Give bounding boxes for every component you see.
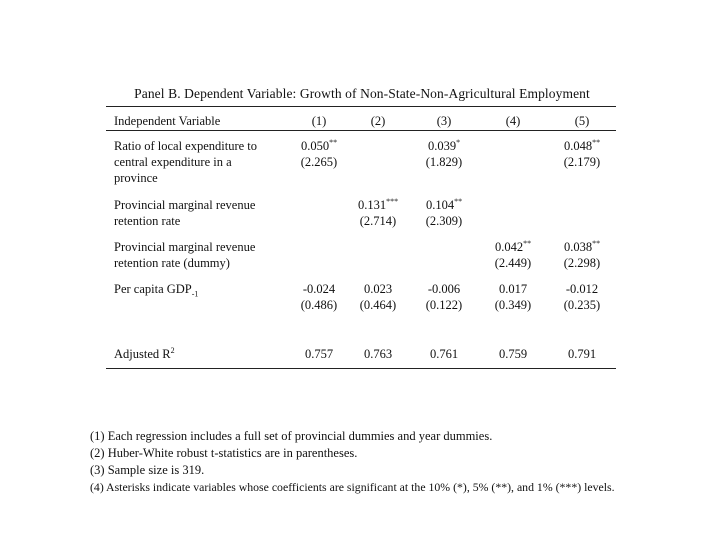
note-1: (1) Each regression includes a full set of provincial dummies and year dummies. — [90, 429, 493, 443]
header-col-2: (2) — [370, 114, 386, 128]
row-marginal-label-1: Provincial marginal revenue — [114, 198, 256, 212]
row-r2-c5: 0.791 — [567, 347, 597, 361]
row-gdp-coef-c4: 0.017 — [498, 282, 528, 296]
row-marginal-coef-c3: 0.104** — [425, 196, 463, 212]
row-ratio-label-1: Ratio of local expenditure to — [114, 139, 258, 153]
row-ratio-label-2: central expenditure in a — [114, 155, 232, 169]
row-gdp-coef-c1: -0.024 — [302, 282, 336, 296]
top-rule — [106, 106, 616, 107]
header-rule — [106, 130, 616, 131]
note-4: (4) Asterisks indicate variables whose coefficients are significant at the 10% (*), 5% (**), and 1% (***) levels. — [90, 480, 615, 494]
panel-title: Panel B. Dependent Variable: Growth of Non-State-Non-Agricultural Employment — [134, 86, 590, 101]
row-r2-c2: 0.763 — [363, 347, 393, 361]
row-ratio-t-c5: (2.179) — [563, 155, 601, 169]
row-ratio-coef-c1: 0.050** — [300, 137, 338, 153]
row-gdp-coef-c3: -0.006 — [427, 282, 461, 296]
header-label: Independent Variable — [114, 114, 221, 128]
row-gdp-t-c4: (0.349) — [494, 298, 532, 312]
note-3: (3) Sample size is 319. — [90, 463, 205, 477]
row-r2-c1: 0.757 — [304, 347, 334, 361]
row-gdp-label: Per capita $GDP_{-1}$ — [114, 282, 199, 299]
row-r2-label: Adjusted $R^2$ — [114, 345, 175, 361]
row-r2-c3: 0.761 — [429, 347, 459, 361]
note-2: (2) Huber-White robust t-statistics are in parentheses. — [90, 446, 358, 460]
row-dummy-label-1: Provincial marginal revenue — [114, 240, 256, 254]
row-ratio-t-c3: (1.829) — [425, 155, 463, 169]
header-col-3: (3) — [436, 114, 452, 128]
row-dummy-t-c4: (2.449) — [494, 256, 532, 270]
row-marginal-label-2: retention rate — [114, 214, 181, 228]
row-marginal-t-c3: (2.309) — [425, 214, 463, 228]
row-ratio-coef-c5: 0.048** — [563, 137, 601, 153]
row-ratio-label-3: province — [114, 171, 158, 185]
row-marginal-t-c2: (2.714) — [359, 214, 397, 228]
row-gdp-t-c1: (0.486) — [300, 298, 338, 312]
row-gdp-t-c5: (0.235) — [563, 298, 601, 312]
header-col-5: (5) — [574, 114, 590, 128]
row-marginal-coef-c2: 0.131*** — [357, 196, 399, 212]
header-col-1: (1) — [311, 114, 327, 128]
row-gdp-coef-c5: -0.012 — [565, 282, 599, 296]
row-dummy-label-2: retention rate (dummy) — [114, 256, 230, 270]
bottom-rule — [106, 368, 616, 369]
row-dummy-t-c5: (2.298) — [563, 256, 601, 270]
header-col-4: (4) — [505, 114, 521, 128]
row-gdp-t-c2: (0.464) — [359, 298, 397, 312]
row-r2-c4: 0.759 — [498, 347, 528, 361]
row-dummy-coef-c4: 0.042** — [494, 238, 532, 254]
row-dummy-coef-c5: 0.038** — [563, 238, 601, 254]
row-ratio-coef-c3: 0.039* — [427, 137, 461, 153]
row-gdp-coef-c2: 0.023 — [363, 282, 393, 296]
row-ratio-t-c1: (2.265) — [300, 155, 338, 169]
row-gdp-t-c3: (0.122) — [425, 298, 463, 312]
